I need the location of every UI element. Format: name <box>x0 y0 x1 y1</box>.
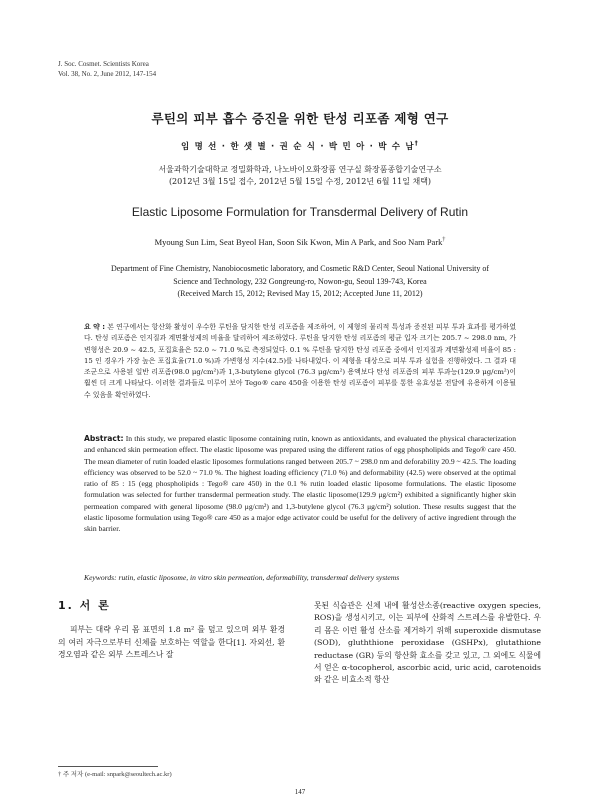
introduction-paragraph-left: 피부는 대략 우리 몸 표면의 1.8 m² 를 덮고 있으며 외부 환경의 여러 자극으로부터 신체를 보호하는 역할을 한다[1]. 자외선, 환경오염과 같은 외부 스트레스나 잘 <box>58 625 285 660</box>
korean-abstract-label: 요 약 : <box>84 323 105 331</box>
keywords-label: Keywords: <box>84 573 117 582</box>
english-authors <box>0 237 600 247</box>
english-dates: (Received March 15, 2012; Revised May 15, 2012; Accepted June 11, 2012) <box>177 289 423 298</box>
english-author-names: Myoung Sun Lim, Seat Byeol Han, Soon Sik Kwon, Min A Park, and Soo Nam Park <box>154 237 443 247</box>
korean-author-names: 임 명 선 · 한 샛 별 · 권 순 식 · 박 민 아 · 박 수 남 <box>181 142 415 152</box>
korean-abstract <box>84 322 516 401</box>
korean-dates: (2012년 3월 15일 접수, 2012년 5월 15일 수정, 2012년 6월 11일 채택) <box>168 177 432 186</box>
korean-affiliation-text: 서울과학기술대학교 정밀화학과, 나노바이오화장품 연구실 화장품종합기술연구소 <box>158 165 442 174</box>
english-affiliation <box>64 263 536 301</box>
footnote: † 주 저자 (e-mail: snpark@seoultech.ac.kr) <box>58 771 172 778</box>
english-corresponding-author-mark: † <box>442 237 446 244</box>
english-abstract <box>84 433 516 535</box>
english-affiliation-line2: Science and Technology, 232 Gongreung-ro, Nowon-gu, Seoul 139-743, Korea <box>173 276 427 286</box>
keywords <box>84 573 516 582</box>
korean-abstract-text: 본 연구에서는 항산화 활성이 우수한 루틴을 담지한 탄성 리포좀을 제조하여, 이 제형의 물리적 특성과 증진된 피부 투과 효과를 평가하였다. 탄성 리포좀은 인지질과 계면활성제의 비율을 달리하여 제조하였다. 루틴을 담지한 탄성 리포좀의 평균 입자 크기는 205.7 ~ 298.0 nm, 가변형성은 20.9 ~ 42.5, 포집효율은 52.0 ~ 71.0 %로 측정되었다. 0.1 % 루틴을 담지한 탄성 리포좀 중에서 인지질과 계면활성제 비율이 85 : 15 인 경우가 가장 높은 포집효율(71.0 %)과 가변형성 지수(42.5)를 나타내었다. 이 제형을 대상으로 피부 투과 실험을 진행하였다. 그 결과 대조군으로 사용된 일반 리포좀(98.0 μg/cm²)과 1,3-butylene glycol (76.3 μg/cm²) 용액보다 탄성 리포좀의 피부 투과능(129.9 μg/cm²)이 훨씬 더 크게 나타났다. 이러한 결과들로 미루어 보아 Tego® care 450을 이용한 탄성 리포좀이 피부를 통한 유효성분 전달에 유용하게 이용될 수 있음을 확인하였다. <box>84 323 516 399</box>
section-heading-introduction: 1. 서 론 <box>58 599 111 612</box>
korean-authors <box>0 140 600 152</box>
korean-affiliation <box>0 164 600 188</box>
english-affiliation-line1: Department of Fine Chemistry, Nanobiocosmetic laboratory, and Cosmetic R&D Center, Seoul National University of <box>110 264 490 273</box>
body-right-column <box>314 600 541 687</box>
body-left-column <box>58 600 285 662</box>
korean-title: 루틴의 피부 흡수 증진을 위한 탄성 리포좀 제형 연구 <box>151 111 449 126</box>
footnote-divider <box>58 766 158 767</box>
page-number: 147 <box>294 788 306 796</box>
corresponding-author-mark: † <box>414 140 419 148</box>
keywords-text: rutin, elastic liposome, in vitro skin permeation, deformability, transdermal delivery systems <box>116 573 400 582</box>
journal-header <box>58 59 156 79</box>
english-abstract-text: In this study, we prepared elastic liposome containing rutin, known as antioxidants, and evaluated the physical characterization and enhanced skin permeation effect. The elastic liposome was prepared using the different ratios of egg phospholipids and Tego® care 450. The mean diameter of rutin loaded elastic liposomes formulations ranged between 205.7 ~ 298.0 nm and deforability 20.9 ~ 42.5. The loading efficiency was observed to be 52.0 ~ 71.0 %. The highest loading efficiency (71.0 %) and deformability (42.5) were observed at the optimal ratio of 85 : 15 (egg phospholipids : Tego® care 450) in the 0.1 % rutin loaded elastic liposome formulations. The elastic liposome formulation was selected for further transdermal permeation study. The elastic liposome(129.9 μg/cm²) exhibited a significantly higher skin permeation compared with general liposome (98.0 μg/cm²) and 1,3-butylene glycol (76.3 μg/cm²) solution. These results suggest that the elastic liposome formulation using Tego® care 450 as a major edge activator could be useful for the delivery of active ingredient through the skin barrier. <box>84 434 516 534</box>
english-title: Elastic Liposome Formulation for Transdermal Delivery of Rutin <box>131 205 469 219</box>
introduction-paragraph-right: 못된 식습관은 신체 내에 활성산소종(reactive oxygen species, ROS)을 생성시키고, 이는 피부에 산화적 스트레스를 유발한다. 우리 몸은 이런 활성 산소를 제거하기 위해 superoxide dismutase (SOD), gluththione peroxidase (GSHPx), glutathione reductase (GR) 등의 항산화 효소를 갖고 있고, 그 외에도 식물에서 얻은 α-tocopherol, ascorbic acid, uric acid, carotenoids와 같은 비효소적 항산 <box>314 601 541 685</box>
english-abstract-label: Abstract: <box>84 434 124 443</box>
journal-volume: Vol. 38, No. 2, June 2012, 147-154 <box>58 70 157 78</box>
journal-name: J. Soc. Cosmet. Scientists Korea <box>58 60 149 68</box>
